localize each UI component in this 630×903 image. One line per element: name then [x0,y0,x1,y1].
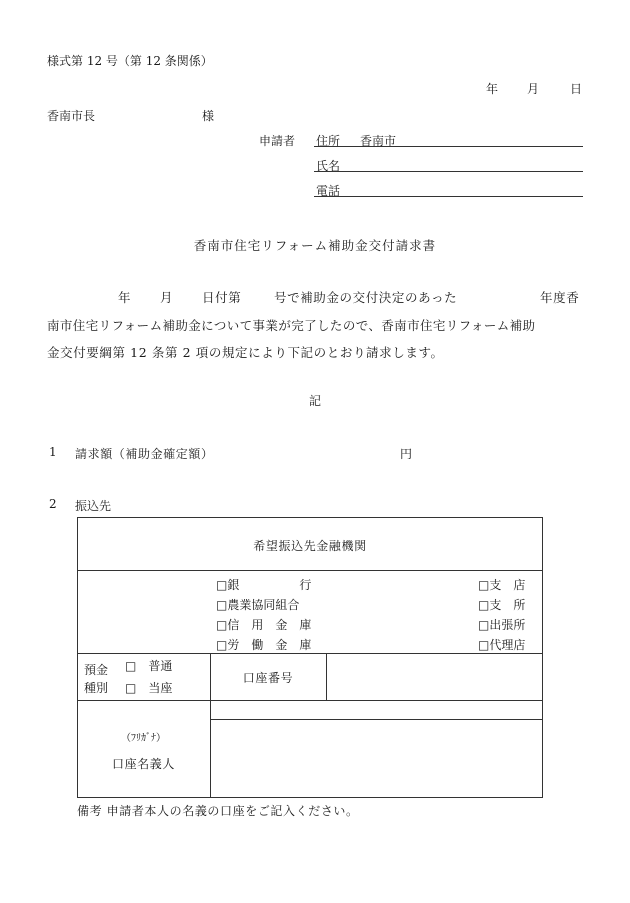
body-year: 年 [118,290,131,305]
addressee-name: 香南市長 [47,109,96,123]
deposit-ordinary[interactable]: □ 普通 [125,659,173,673]
address-label: 住所 [316,134,341,148]
table-rule-furigana [210,719,543,720]
institution-agri-coop[interactable]: □農業協同組合 [216,598,300,612]
name-underline [314,171,583,172]
table-rule-deposit [77,700,543,701]
body-fiscal-year: 年度香 [540,290,580,305]
item1-number: 1 [49,445,57,459]
body-month: 月 [160,290,173,305]
table-rule-col2 [326,653,327,700]
date-month: 月 [527,82,540,96]
branch-office[interactable]: □出張所 [478,618,526,632]
body-decision: 号で補助金の交付決定のあった [274,290,458,305]
address-city: 香南市 [360,134,397,148]
remarks-note: 備考 申請者本人の名義の口座をご記入ください。 [77,804,359,818]
table-rule-header [77,570,543,571]
account-holder-label: 口座名義人 [111,757,175,771]
institution-credit-union[interactable]: □信 用 金 庫 [216,618,312,632]
document-title: 香南市住宅リフォーム補助金交付請求書 [193,238,437,253]
body-dated: 日付第 [202,290,242,305]
deposit-type-label-1: 預金 [84,663,109,677]
table-header: 希望振込先金融機関 [253,539,367,553]
applicant-label: 申請者 [259,134,296,148]
phone-underline [314,196,583,197]
name-label: 氏名 [316,159,341,173]
phone-label: 電話 [316,184,341,198]
address-underline [314,146,583,147]
body-line-3: 金交付要綱第 12 条第 2 項の規定により下記のとおり請求します。 [47,345,444,360]
item2-label: 振込先 [75,499,112,513]
furigana-field[interactable] [214,703,539,717]
date-day: 日 [570,82,583,96]
institution-labor-bank[interactable]: □労 働 金 庫 [216,638,312,652]
branch-main[interactable]: □支 店 [478,578,526,592]
ki-marker: 記 [308,394,321,408]
account-holder-field[interactable] [214,723,539,793]
deposit-type-label-2: 種別 [84,681,109,695]
deposit-current[interactable]: □ 当座 [125,681,173,695]
item2-number: 2 [49,497,57,511]
branch-agency[interactable]: □代理店 [478,638,526,652]
branch-sub[interactable]: □支 所 [478,598,526,612]
item1-label: 請求額（補助金確定額） [75,447,214,461]
form-number: 様式第 12 号（第 12 条関係） [47,54,213,68]
account-number-label: 口座番号 [242,671,294,685]
date-year: 年 [486,82,499,96]
institution-bank[interactable]: □銀 行 [216,578,312,592]
table-rule-institution [77,653,543,654]
furigana-label: （ﾌﾘｶﾞﾅ） [121,733,166,744]
body-line-2: 南市住宅リフォーム補助金について事業が完了したので、香南市住宅リフォーム補助 [47,318,536,333]
account-number-field[interactable] [330,660,538,696]
item1-unit: 円 [400,447,413,461]
addressee-honorific: 様 [202,109,215,123]
